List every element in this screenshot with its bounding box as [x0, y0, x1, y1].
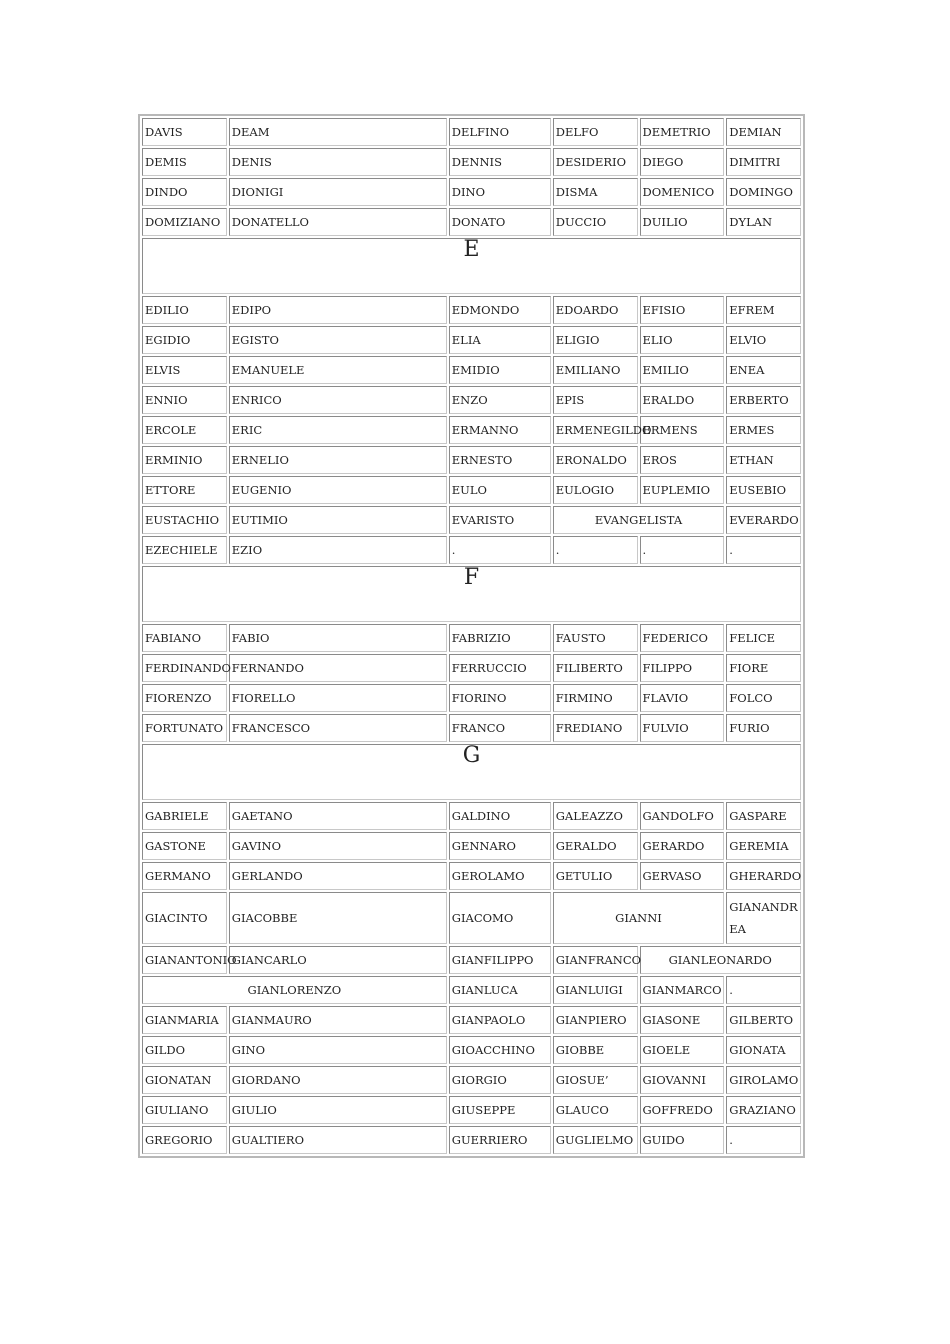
- table-row: [142, 684, 801, 712]
- name-cell: FIORENZO: [142, 684, 227, 712]
- table-row: [142, 802, 801, 830]
- name-cell: GENNARO: [449, 832, 551, 860]
- name-cell: GIORGIO: [449, 1066, 551, 1094]
- name-cell: GIACINTO: [142, 892, 227, 944]
- name-cell: GIANFRANCO: [553, 946, 638, 974]
- table-row: [142, 296, 801, 324]
- name-cell: FERRUCCIO: [449, 654, 551, 682]
- table-row: [142, 892, 801, 944]
- name-cell: FAUSTO: [553, 624, 638, 652]
- name-cell: ERIC: [229, 416, 447, 444]
- name-cell: GIACOBBE: [229, 892, 447, 944]
- name-cell: DONATELLO: [229, 208, 447, 236]
- name-cell: GABRIELE: [142, 802, 227, 830]
- name-cell: EPIS: [553, 386, 638, 414]
- name-cell: ELVIO: [726, 326, 801, 354]
- table-row: [142, 178, 801, 206]
- name-cell: ERMENEGILDO: [553, 416, 638, 444]
- table-row: [142, 148, 801, 176]
- table-row: [142, 506, 801, 534]
- name-cell: ELIA: [449, 326, 551, 354]
- name-cell: FILIBERTO: [553, 654, 638, 682]
- table-row: [142, 386, 801, 414]
- name-cell: GIANLUIGI: [553, 976, 638, 1004]
- name-cell: DEMIAN: [726, 118, 801, 146]
- table-row: [142, 654, 801, 682]
- name-cell: DUCCIO: [553, 208, 638, 236]
- name-cell: DYLAN: [726, 208, 801, 236]
- name-cell: ERALDO: [640, 386, 725, 414]
- name-cell: ENRICO: [229, 386, 447, 414]
- letter-header-row: [142, 744, 801, 800]
- name-cell: FILIPPO: [640, 654, 725, 682]
- name-cell: GIOACCHINO: [449, 1036, 551, 1064]
- name-cell: GALEAZZO: [553, 802, 638, 830]
- name-cell: ENNIO: [142, 386, 227, 414]
- name-cell: GASTONE: [142, 832, 227, 860]
- letter-header-row: [142, 238, 801, 294]
- table-row: [142, 714, 801, 742]
- name-cell: EGIDIO: [142, 326, 227, 354]
- name-cell: DESIDERIO: [553, 148, 638, 176]
- table-row: [142, 326, 801, 354]
- name-cell: GIUSEPPE: [449, 1096, 551, 1124]
- name-cell: FIORINO: [449, 684, 551, 712]
- name-cell: FIORELLO: [229, 684, 447, 712]
- name-cell: GEREMIA: [726, 832, 801, 860]
- name-cell: GUIDO: [640, 1126, 725, 1154]
- table-row: [142, 1006, 801, 1034]
- name-cell: GIORDANO: [229, 1066, 447, 1094]
- name-cell: GETULIO: [553, 862, 638, 890]
- name-cell: GIOBBE: [553, 1036, 638, 1064]
- table-row: [142, 446, 801, 474]
- name-cell: GIROLAMO: [726, 1066, 801, 1094]
- name-cell: FELICE: [726, 624, 801, 652]
- name-cell: EUSTACHIO: [142, 506, 227, 534]
- name-cell: ERMANNO: [449, 416, 551, 444]
- name-cell: EFREM: [726, 296, 801, 324]
- name-cell: EVANGELISTA: [553, 506, 725, 534]
- name-cell: EVARISTO: [449, 506, 551, 534]
- name-cell: EDILIO: [142, 296, 227, 324]
- name-cell: GIANMARCO: [640, 976, 725, 1004]
- letter-heading: F: [142, 566, 801, 622]
- name-cell: EMILIANO: [553, 356, 638, 384]
- table-row: [142, 536, 801, 564]
- name-cell: GINO: [229, 1036, 447, 1064]
- name-cell: ERNESTO: [449, 446, 551, 474]
- name-cell: GIONATAN: [142, 1066, 227, 1094]
- name-cell: ERBERTO: [726, 386, 801, 414]
- name-cell: .: [726, 1126, 801, 1154]
- name-cell: EUGENIO: [229, 476, 447, 504]
- name-cell: ERNELIO: [229, 446, 447, 474]
- name-cell: GIULIANO: [142, 1096, 227, 1124]
- name-cell: GLAUCO: [553, 1096, 638, 1124]
- name-cell: ETTORE: [142, 476, 227, 504]
- name-cell: GIANNI: [553, 892, 725, 944]
- name-cell: GIANLEONARDO: [640, 946, 802, 974]
- name-cell: ERMINIO: [142, 446, 227, 474]
- name-cell: .: [449, 536, 551, 564]
- name-cell: DEMIS: [142, 148, 227, 176]
- table-row: [142, 356, 801, 384]
- name-cell: DAVIS: [142, 118, 227, 146]
- name-cell: FLAVIO: [640, 684, 725, 712]
- table-row: [142, 1036, 801, 1064]
- name-cell: GERARDO: [640, 832, 725, 860]
- name-cell: DOMENICO: [640, 178, 725, 206]
- name-cell: EZIO: [229, 536, 447, 564]
- name-cell: DEMETRIO: [640, 118, 725, 146]
- name-cell: GIANMARIA: [142, 1006, 227, 1034]
- names-document: [138, 114, 805, 1158]
- table-row: [142, 208, 801, 236]
- name-cell: GERVASO: [640, 862, 725, 890]
- name-cell: EMIDIO: [449, 356, 551, 384]
- name-cell: GIOELE: [640, 1036, 725, 1064]
- names-table-body: [142, 118, 801, 1154]
- name-cell: ERMES: [726, 416, 801, 444]
- name-cell: EDOARDO: [553, 296, 638, 324]
- name-cell: GIONATA: [726, 1036, 801, 1064]
- name-cell: GALDINO: [449, 802, 551, 830]
- name-cell: FORTUNATO: [142, 714, 227, 742]
- name-cell: .: [726, 536, 801, 564]
- name-cell: DELFINO: [449, 118, 551, 146]
- name-cell: EDMONDO: [449, 296, 551, 324]
- name-cell: DOMIZIANO: [142, 208, 227, 236]
- name-cell: GERMANO: [142, 862, 227, 890]
- table-row: [142, 976, 801, 1004]
- name-cell: DISMA: [553, 178, 638, 206]
- name-cell: GUALTIERO: [229, 1126, 447, 1154]
- name-cell: EMANUELE: [229, 356, 447, 384]
- name-cell: DINDO: [142, 178, 227, 206]
- name-cell: EMILIO: [640, 356, 725, 384]
- letter-heading: G: [142, 744, 801, 800]
- name-cell: GIASONE: [640, 1006, 725, 1034]
- name-cell: GIOSUE’: [553, 1066, 638, 1094]
- name-cell: EUTIMIO: [229, 506, 447, 534]
- name-cell: EUSEBIO: [726, 476, 801, 504]
- name-cell: FERDINANDO: [142, 654, 227, 682]
- table-row: [142, 1126, 801, 1154]
- name-cell: FABIANO: [142, 624, 227, 652]
- name-cell: FERNANDO: [229, 654, 447, 682]
- name-cell: DENNIS: [449, 148, 551, 176]
- name-cell: GERALDO: [553, 832, 638, 860]
- name-cell: FIORE: [726, 654, 801, 682]
- name-cell: DOMINGO: [726, 178, 801, 206]
- name-cell: GANDOLFO: [640, 802, 725, 830]
- name-cell: GIANCARLO: [229, 946, 447, 974]
- name-cell: GILBERTO: [726, 1006, 801, 1034]
- table-row: [142, 476, 801, 504]
- name-cell: GIOVANNI: [640, 1066, 725, 1094]
- name-cell: .: [640, 536, 725, 564]
- name-cell: GIANLORENZO: [142, 976, 447, 1004]
- name-cell: EDIPO: [229, 296, 447, 324]
- name-cell: GREGORIO: [142, 1126, 227, 1154]
- name-cell: EFISIO: [640, 296, 725, 324]
- name-cell: ERCOLE: [142, 416, 227, 444]
- name-cell: FURIO: [726, 714, 801, 742]
- table-row: [142, 1066, 801, 1094]
- name-cell: GRAZIANO: [726, 1096, 801, 1124]
- name-cell: FEDERICO: [640, 624, 725, 652]
- table-row: [142, 118, 801, 146]
- name-cell: EGISTO: [229, 326, 447, 354]
- name-cell: DIEGO: [640, 148, 725, 176]
- name-cell: GERLANDO: [229, 862, 447, 890]
- name-cell: DENIS: [229, 148, 447, 176]
- name-cell: EUPLEMIO: [640, 476, 725, 504]
- name-cell: ELIGIO: [553, 326, 638, 354]
- name-cell: GUGLIELMO: [553, 1126, 638, 1154]
- name-cell: FABIO: [229, 624, 447, 652]
- table-row: [142, 416, 801, 444]
- name-cell: GILDO: [142, 1036, 227, 1064]
- name-cell: ELIO: [640, 326, 725, 354]
- name-cell: GOFFREDO: [640, 1096, 725, 1124]
- name-cell: EVERARDO: [726, 506, 801, 534]
- names-table: [140, 116, 803, 1156]
- name-cell: GIANPAOLO: [449, 1006, 551, 1034]
- name-cell: GIULIO: [229, 1096, 447, 1124]
- name-cell: DINO: [449, 178, 551, 206]
- name-cell: ENZO: [449, 386, 551, 414]
- name-cell: GEROLAMO: [449, 862, 551, 890]
- name-cell: ETHAN: [726, 446, 801, 474]
- name-cell: GIANFILIPPO: [449, 946, 551, 974]
- name-cell: GIANPIERO: [553, 1006, 638, 1034]
- name-cell: .: [726, 976, 801, 1004]
- name-cell: GIACOMO: [449, 892, 551, 944]
- table-row: [142, 862, 801, 890]
- name-cell: FRANCO: [449, 714, 551, 742]
- name-cell: ELVIS: [142, 356, 227, 384]
- name-cell: FREDIANO: [553, 714, 638, 742]
- name-cell: GIANANTONIO: [142, 946, 227, 974]
- name-cell: GASPARE: [726, 802, 801, 830]
- name-cell: FOLCO: [726, 684, 801, 712]
- name-cell: EULO: [449, 476, 551, 504]
- name-cell: ERMENS: [640, 416, 725, 444]
- name-cell: ENEA: [726, 356, 801, 384]
- name-cell: GHERARDO: [726, 862, 801, 890]
- name-cell: GUERRIERO: [449, 1126, 551, 1154]
- name-cell: EZECHIELE: [142, 536, 227, 564]
- name-cell: GAETANO: [229, 802, 447, 830]
- name-cell: GAVINO: [229, 832, 447, 860]
- name-cell: FULVIO: [640, 714, 725, 742]
- name-cell: DELFO: [553, 118, 638, 146]
- name-cell: DIONIGI: [229, 178, 447, 206]
- name-cell: GIANLUCA: [449, 976, 551, 1004]
- name-cell: FABRIZIO: [449, 624, 551, 652]
- name-cell: DEAM: [229, 118, 447, 146]
- table-row: [142, 946, 801, 974]
- name-cell: GIANANDREA: [726, 892, 801, 944]
- name-cell: DIMITRI: [726, 148, 801, 176]
- name-cell: GIANMAURO: [229, 1006, 447, 1034]
- letter-heading: E: [142, 238, 801, 294]
- table-row: [142, 624, 801, 652]
- letter-header-row: [142, 566, 801, 622]
- name-cell: DUILIO: [640, 208, 725, 236]
- name-cell: .: [553, 536, 638, 564]
- name-cell: FRANCESCO: [229, 714, 447, 742]
- name-cell: EULOGIO: [553, 476, 638, 504]
- table-row: [142, 832, 801, 860]
- table-row: [142, 1096, 801, 1124]
- name-cell: DONATO: [449, 208, 551, 236]
- name-cell: EROS: [640, 446, 725, 474]
- name-cell: ERONALDO: [553, 446, 638, 474]
- name-cell: FIRMINO: [553, 684, 638, 712]
